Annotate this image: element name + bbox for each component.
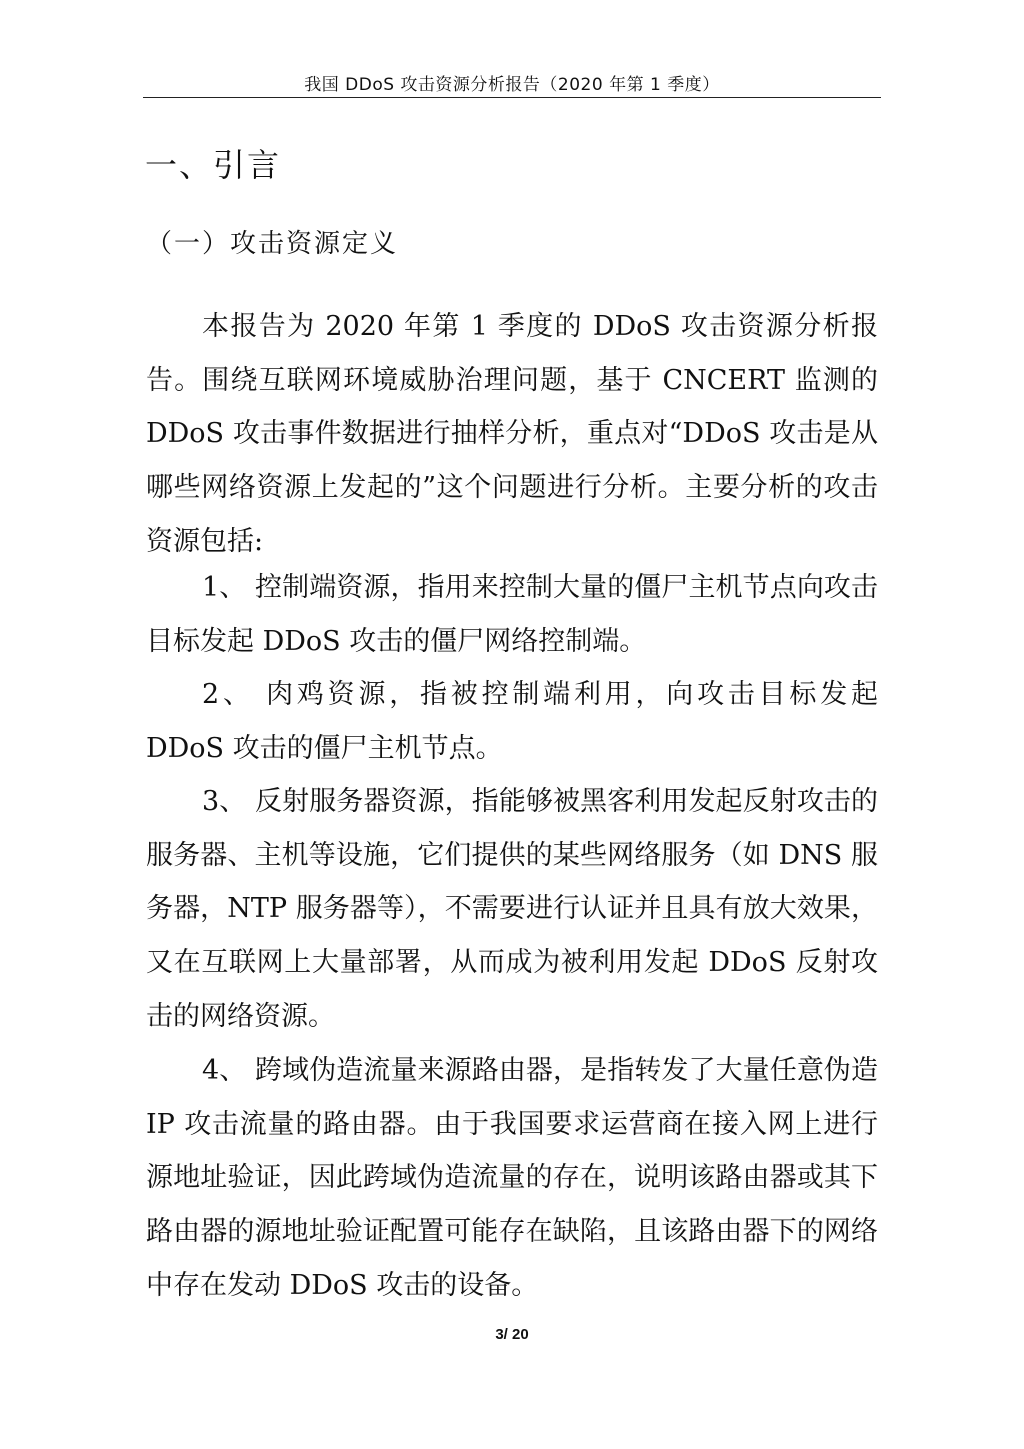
running-header: 我国 DDoS 攻击资源分析报告（2020 年第 1 季度） (304, 75, 720, 95)
paragraph-item-4: 4、 跨域伪造流量来源路由器，是指转发了大量任意伪造 IP 攻击流量的路由器。由于我国要求运营商在接入网上进行源地址验证，因此跨域伪造流量的存在，说明该路由器或其下路由器的源地址验证配置可能存在缺陷，且该路由器下的网络中存在发动 DDoS 攻击的设备。 (146, 1055, 878, 1301)
section-heading: 一、引言 (145, 146, 282, 184)
paragraph-item-1: 1、 控制端资源，指用来控制大量的僵尸主机节点向攻击目标发起 DDoS 攻击的僵尸网络控制端。 (146, 572, 878, 657)
header-rule (143, 97, 881, 98)
paragraph-item-3: 3、 反射服务器资源，指能够被黑客利用发起反射攻击的服务器、主机等设施，它们提供的某些网络服务（如 DNS 服务器，NTP 服务器等），不需要进行认证并且具有放大效果，又在互联网上大量部署，从而成为被利用发起 DDoS 反射攻击的网络资源。 (146, 786, 878, 1032)
page-number: 3/ 20 (495, 1326, 529, 1343)
paragraph-intro: 本报告为 2020 年第 1 季度的 DDoS 攻击资源分析报告。围绕互联网环境威胁治理问题，基于 CNCERT 监测的 DDoS 攻击事件数据进行抽样分析，重点对“DDoS 攻击是从哪些网络资源上发起的”这个问题进行分析。主要分析的攻击资源包括: (146, 311, 878, 557)
subsection-heading: （一）攻击资源定义 (146, 229, 399, 259)
paragraph-item-2: 2、 肉鸡资源，指被控制端利用，向攻击目标发起 DDoS 攻击的僵尸主机节点。 (146, 679, 878, 764)
